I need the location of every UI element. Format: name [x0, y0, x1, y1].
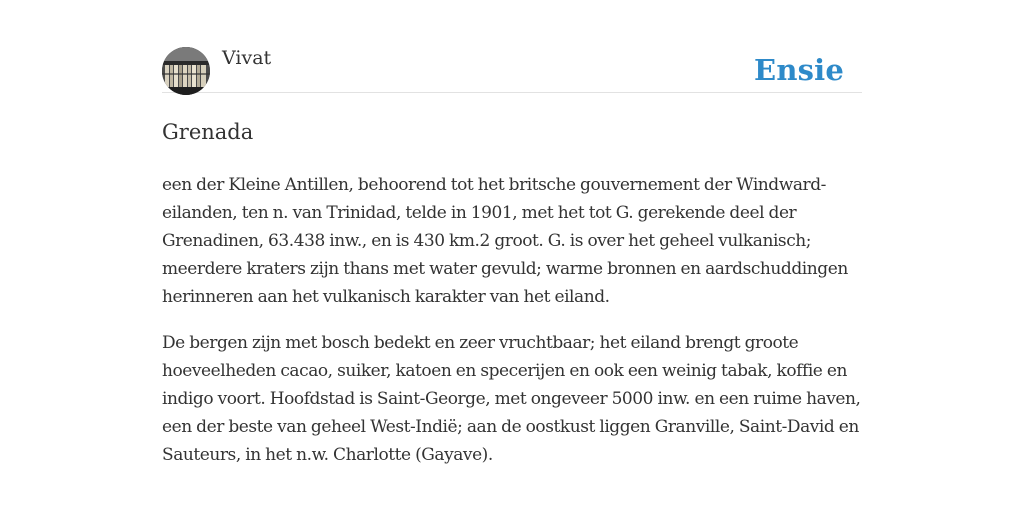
bookshelf-icon: [162, 47, 210, 95]
source-avatar[interactable]: [162, 47, 210, 95]
entry-header: [162, 44, 862, 93]
ensie-logo[interactable]: Ensie: [754, 53, 844, 87]
entry-paragraph: De bergen zijn met bosch bedekt en zeer vruchtbaar; het eiland brengt groote hoeveelheden cacao, suiker, katoen en specerijen en ook een weinig tabak, koffie en indigo voort. Hoofdstad is Saint-George, met ongeveer 5000 inw. en een ruime haven, een der beste van geheel West-Indië; aan de oostkust liggen Granville, Saint-David en Sauteurs, in het n.w. Charlotte (Gayave).: [162, 333, 861, 465]
entry-paragraph: een der Kleine Antillen, behoorend tot het britsche gouvernement der Windward-eilanden, ten n. van Trinidad, telde in 1901, met het tot G. gerekende deel der Grenadinen, 63.438 inw., en is 430 km.2 groot. G. is over het geheel vulkanisch; meerdere kraters zijn thans met water gevuld; warme bronnen en aardschuddingen herinneren aan het vulkanisch karakter van het eiland.: [162, 175, 848, 307]
entry-card: [162, 44, 862, 484]
entry-title: Grenada: [162, 120, 254, 144]
source-name[interactable]: Vivat: [222, 47, 272, 69]
entry-body: [162, 171, 862, 469]
